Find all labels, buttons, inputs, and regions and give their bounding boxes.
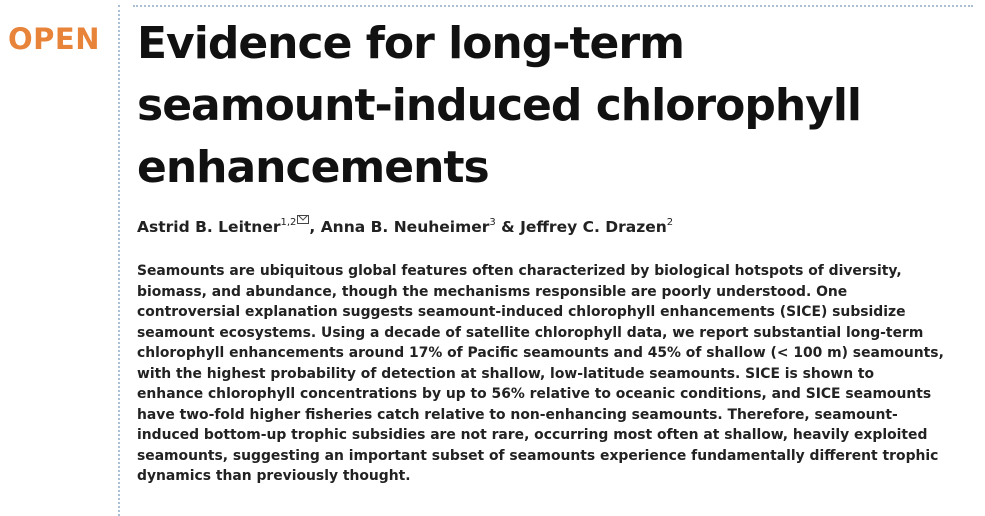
author-name[interactable]: Jeffrey C. Drazen (520, 218, 667, 236)
abstract-line: controversial explanation suggests seamount-induced chlorophyll enhancements (SICE) subsidize (137, 304, 906, 320)
author-affiliation: 3 (489, 217, 496, 228)
abstract-line: seamounts, suggesting an important subset of seamounts experience fundamentally different trophic (137, 447, 939, 464)
abstract-line: dynamics than previously thought. (137, 468, 411, 484)
abstract-text (137, 261, 973, 487)
abstract-line: Seamounts are ubiquitous global features often characterized by biological hotspots of diversity, (137, 263, 902, 279)
article-title-line: Evidence for long-term (137, 18, 684, 69)
abstract-line: with the highest probability of detection at shallow, low-latitude seamounts. SICE is shown to (137, 365, 875, 382)
left-column-divider (118, 5, 120, 516)
author-name[interactable]: Anna B. Neuheimer (320, 218, 490, 236)
abstract-line: seamount ecosystems. Using a decade of satellite chlorophyll data, we report substantial long-term (137, 324, 924, 341)
article-title-line: enhancements (137, 142, 489, 193)
author-list (137, 215, 673, 236)
author-affiliation: 1,2 (280, 217, 297, 228)
author-separator: & (495, 218, 521, 236)
abstract-line: have two-fold higher fisheries catch relative to non-enhancing seamounts. Therefore, seamount- (137, 406, 898, 423)
envelope-icon[interactable] (297, 215, 309, 224)
article-title-line: seamount-induced chlorophyll (137, 80, 862, 131)
author-affiliation: 2 (666, 217, 674, 228)
abstract-line: induced bottom-up trophic subsidies are not rare, occurring most often at shallow, heavily exploited (137, 427, 928, 443)
abstract-line: chlorophyll enhancements around 17% of Pacific seamounts and 45% of shallow (< 100 m) seamounts, (137, 345, 944, 361)
article-title (137, 13, 967, 199)
abstract-line: enhance chlorophyll concentrations by up to 56% relative to oceanic conditions, and SICE seamounts (137, 386, 932, 402)
open-access-badge: OPEN (8, 22, 100, 56)
author-name[interactable]: Astrid B. Leitner (137, 218, 281, 236)
abstract-line: biomass, and abundance, though the mechanisms responsible are poorly understood. One (137, 283, 848, 300)
author-separator: , (309, 218, 321, 236)
top-border-divider (133, 5, 973, 7)
